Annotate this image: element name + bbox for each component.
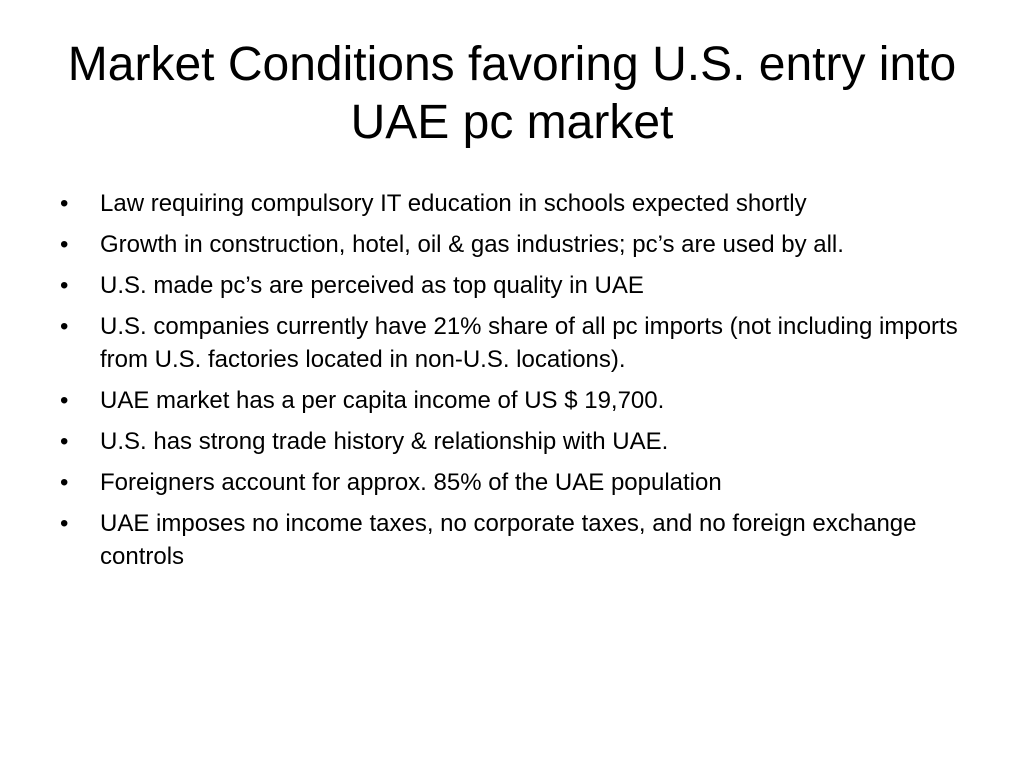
list-item xyxy=(58,507,958,573)
list-item xyxy=(58,425,958,458)
bullet-icon: • xyxy=(60,313,69,340)
bullet-list xyxy=(58,187,958,581)
bullet-icon: • xyxy=(60,231,69,258)
bullet-text: UAE market has a per capita income of US $ 19,700. xyxy=(100,387,665,414)
list-item xyxy=(58,228,958,261)
bullet-icon: • xyxy=(60,272,69,299)
bullet-icon: • xyxy=(60,387,69,414)
bullet-icon: • xyxy=(60,190,69,217)
list-item xyxy=(58,466,958,499)
bullet-text: Growth in construction, hotel, oil & gas industries; pc’s are used by all. xyxy=(100,231,844,258)
bullet-text: U.S. has strong trade history & relationship with UAE. xyxy=(100,428,669,455)
bullet-icon: • xyxy=(60,510,69,537)
bullet-icon: • xyxy=(60,469,69,496)
list-item xyxy=(58,384,958,417)
bullet-text: UAE imposes no income taxes, no corporate taxes, and no foreign exchange controls xyxy=(100,510,917,570)
bullet-text: U.S. made pc’s are perceived as top quality in UAE xyxy=(100,272,644,299)
list-item xyxy=(58,310,958,376)
bullet-text: U.S. companies currently have 21% share of all pc imports (not including imports from U.S. factories located in non-U.S. locations). xyxy=(100,313,958,373)
bullet-text: Foreigners account for approx. 85% of the UAE population xyxy=(100,469,722,496)
bullet-text: Law requiring compulsory IT education in schools expected shortly xyxy=(100,190,807,217)
bullet-icon: • xyxy=(60,428,69,455)
list-item xyxy=(58,269,958,302)
list-item xyxy=(58,187,958,220)
slide-title: Market Conditions favoring U.S. entry into UAE pc market xyxy=(67,38,957,149)
